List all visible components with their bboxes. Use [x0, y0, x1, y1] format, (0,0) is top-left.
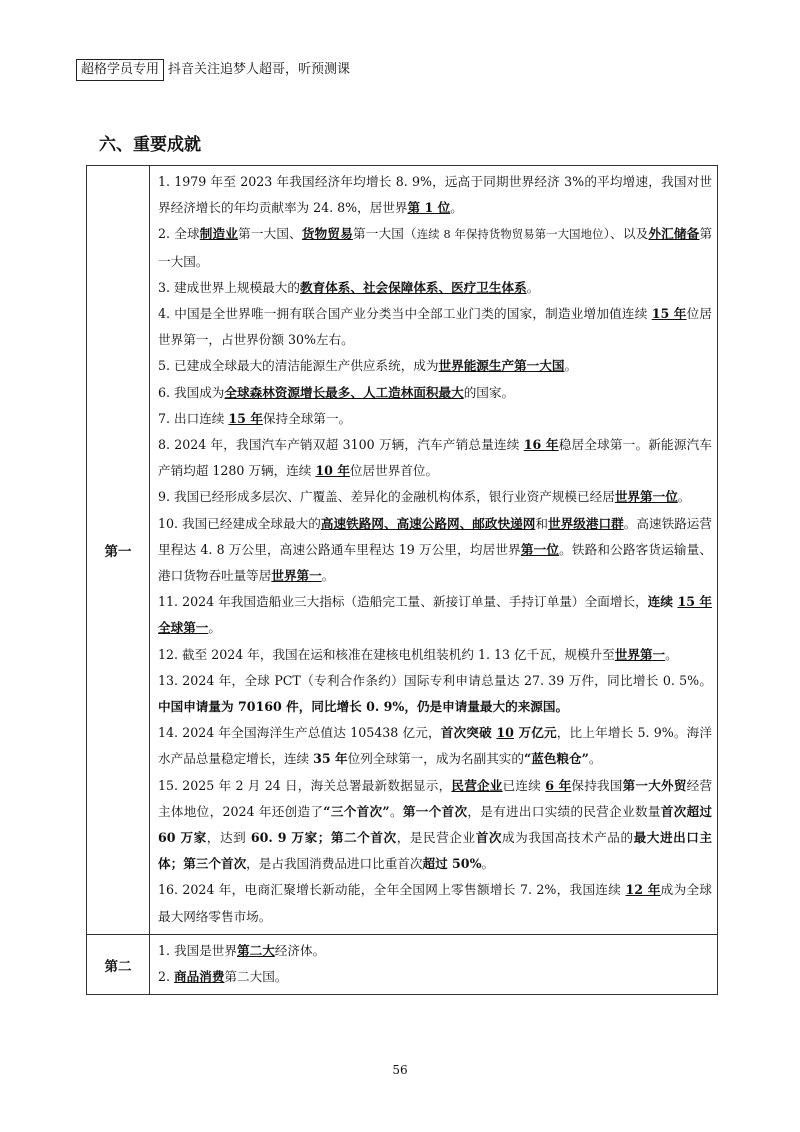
row-content [150, 166, 718, 935]
text-segment: 13. 2024 年，全球 PCT（专利合作条约）国际专利申请总量达 27. 39 万件，同比增长 0. 5%。 [158, 672, 712, 688]
text-segment: 8. 2024 年，我国汽车产销双超 3100 万辆，汽车产销总量连续 [158, 437, 524, 453]
text-segment: 15. 2025 年 2 月 24 日，海关总署最新数据显示， [158, 777, 452, 793]
text-segment: 5. 已建成全球最大的清洁能源生产供应系统，成为 [158, 358, 439, 374]
bold-text: 35 年 [313, 751, 348, 767]
list-item [158, 642, 712, 668]
text-segment: 位居世界第一，占世界份额 30%左右。 [158, 306, 712, 348]
underlined-text: 第一位 [520, 541, 560, 557]
bold-text: 超过 50% [422, 856, 482, 872]
underlined-text: 第二大 [237, 942, 275, 958]
text-segment: 。铁路和公路客货运输量、港口货物吞吐量等居 [158, 541, 713, 584]
header-text: 抖音关注追梦人超哥，听预测课 [168, 62, 351, 77]
text-segment: 1. 我国是世界 [158, 942, 237, 958]
underlined-text: 民营企业 [451, 777, 503, 793]
page-number: 56 [392, 1063, 408, 1077]
text-segment: 经济体。 [274, 942, 326, 958]
underlined-text: 高速铁路网、高速公路网、邮政快递网 [320, 515, 536, 531]
header-note [76, 59, 350, 81]
text-segment: 10. 我国已经建成全球最大的 [158, 515, 321, 531]
text-segment: 6. 我国成为 [158, 384, 225, 400]
underlined-text: 第 1 位 [407, 200, 451, 216]
list-item [158, 406, 712, 432]
bold-text: 中国申请量为 70160 件，同比增长 0. 9%，仍是申请量最大的来源国。 [158, 699, 569, 715]
text-segment: 。 [450, 200, 463, 216]
underlined-text: 教育体系、社会保障体系、医疗卫生体系 [299, 279, 527, 295]
list-item [158, 668, 712, 720]
bold-text: 第一个首次 [402, 803, 468, 819]
bold-text: 首次超过 60 万家 [158, 803, 713, 846]
underlined-text: 10 年 [315, 463, 350, 479]
text-segment: 第一大国。 [158, 226, 713, 269]
text-segment: 。 [481, 856, 495, 872]
underlined-text: 16 年 [523, 437, 559, 453]
bold-text: 首次突破 [440, 725, 497, 741]
text-segment: 。 [321, 568, 335, 584]
text-segment: 14. 2024 年全国海洋生产总值达 105438 亿元， [158, 725, 441, 741]
text-segment: 2. 全球 [158, 226, 200, 242]
bold-text: 万亿元 [513, 725, 557, 741]
text-segment: ，是民营企业 [396, 830, 476, 846]
bold-text: 第一大外贸 [622, 777, 687, 793]
text-segment: 第一大国、 [238, 226, 302, 242]
list-item [158, 484, 712, 510]
text-segment: 保持全球第一。 [262, 410, 352, 426]
underlined-text: 货物贸易 [301, 226, 353, 242]
text-segment: ，是有进出口实绩的民营企业数量 [467, 803, 661, 819]
text-segment: 9. 我国已经形成多层次、广覆盖、差异化的金融机构体系，银行业资产规模已经居 [158, 489, 615, 505]
bold-text: 60. 9 万家；第二个首次 [250, 830, 397, 846]
list-item [158, 353, 712, 379]
text-segment: 连续 8 年保持货物贸易第一大国地位 [416, 228, 604, 242]
row-label: 第二 [87, 934, 150, 994]
text-segment: 3. 建成世界上规模最大的 [158, 279, 300, 295]
text-segment: 。 [526, 279, 540, 295]
list-item [158, 589, 712, 641]
text-segment: 成为全球最大网络零售市场。 [158, 882, 713, 924]
list-item [158, 432, 712, 484]
list-item [158, 221, 712, 274]
row-label: 第一 [87, 166, 150, 935]
underlined-text: 全球森林资源增长最多、人工造林面积最大 [224, 384, 464, 400]
list-item [158, 301, 712, 353]
list-item [158, 380, 712, 406]
text-segment: 。 [665, 646, 678, 662]
text-segment: 稳居全球第一。新能源汽车产销均超 1280 万辆，连续 [158, 437, 712, 479]
text-segment: 保持我国 [571, 777, 623, 793]
text-segment: 位居世界首位。 [349, 463, 439, 479]
list-item [158, 169, 712, 221]
list-item [158, 720, 712, 772]
text-segment: 1. 1979 年至 2023 年我国经济年均增长 8. 9%，远高于同期世界经济 3%的平均增速，我国对世界经济增长的年均贡献率为 24. 8%，居世界 [158, 174, 712, 216]
list-item [158, 511, 712, 590]
underlined-text: 12 年 [625, 882, 661, 898]
text-segment: 成为我国高技术产品的 [502, 830, 634, 846]
text-segment: 经营主体地位，2024 年还创造了 [158, 777, 713, 819]
list-item [158, 275, 712, 301]
text-segment: 第二大国。 [224, 969, 288, 985]
text-segment: 4. 中国是全世界唯一拥有联合国产业分类当中全部工业门类的国家，制造业增加值连续 [158, 306, 652, 322]
bold-text: 首次 [475, 830, 503, 846]
underlined-text: 世界级港口群 [548, 515, 624, 531]
underlined-text: 15 年 [228, 410, 263, 426]
underlined-text: 10 [496, 725, 514, 741]
text-segment: 16. 2024 年，电商汇聚增长新动能，全年全国网上零售额增长 7. 2%，我国连续 [158, 882, 626, 898]
text-segment: 。 [588, 751, 602, 767]
underlined-text: 15 年全球第一 [158, 594, 712, 636]
text-segment: 11. 2024 年我国造船业三大指标（造船完工量、新接订单量、手持订单量）全面增长， [158, 594, 648, 610]
bold-text: “蓝色粮仓” [523, 751, 589, 767]
list-item [158, 877, 712, 929]
text-segment: 第一大国（ [352, 226, 417, 242]
underlined-text: 外汇储备 [648, 226, 700, 242]
bold-text: 最大进出口主体；第三个首次 [158, 830, 713, 872]
underlined-text: 世界第一位 [614, 489, 678, 505]
list-item [158, 938, 712, 964]
row-content [150, 934, 718, 994]
text-segment: 。 [677, 489, 691, 505]
underlined-text: 世界第一 [271, 568, 322, 584]
text-segment: 的国家。 [463, 384, 515, 400]
text-segment: 7. 出口连续 [158, 410, 229, 426]
underlined-text: 世界能源生产第一大国 [438, 358, 565, 374]
text-segment: 12. 截至 2024 年，我国在运和核准在建核电机组装机约 1. 13 亿千瓦，规模升至 [158, 646, 615, 662]
text-segment: ，达到 [206, 830, 251, 846]
underlined-text: 商品消费 [174, 969, 225, 985]
text-segment: 位列全球第一，成为名副其实的 [347, 751, 524, 767]
text-segment: 。高速铁路运营里程达 4. 8 万公里，高速公路通车里程达 19 万公里，均居世界 [158, 515, 713, 557]
table-row [87, 166, 718, 935]
text-segment: 已连续 [502, 777, 546, 793]
achievements-table [86, 165, 718, 995]
list-item [158, 964, 712, 990]
bold-text: 连续 [647, 594, 678, 610]
underlined-text: 15 年 [651, 306, 687, 322]
list-item [158, 773, 712, 878]
bold-text: “三个首次” [323, 803, 390, 819]
underlined-text: 制造业 [199, 226, 239, 242]
underlined-text: 6 年 [545, 777, 572, 793]
text-segment: 。 [564, 358, 578, 374]
text-segment: 2. [158, 969, 175, 985]
text-segment: ，比上年增长 5. 9%。海洋水产品总量稳定增长，连续 [158, 725, 712, 767]
section-title: 六、重要成就 [99, 135, 201, 155]
text-segment: 和 [535, 515, 548, 531]
text-segment: 。 [389, 803, 403, 819]
text-segment: 。 [208, 620, 221, 636]
text-segment: ）、以及 [603, 226, 649, 242]
text-segment: ，是占我国消费品进口比重首次 [246, 856, 423, 872]
table-row [87, 934, 718, 994]
header-badge: 超格学员专用 [76, 59, 164, 81]
underlined-text: 世界第一 [614, 646, 666, 662]
